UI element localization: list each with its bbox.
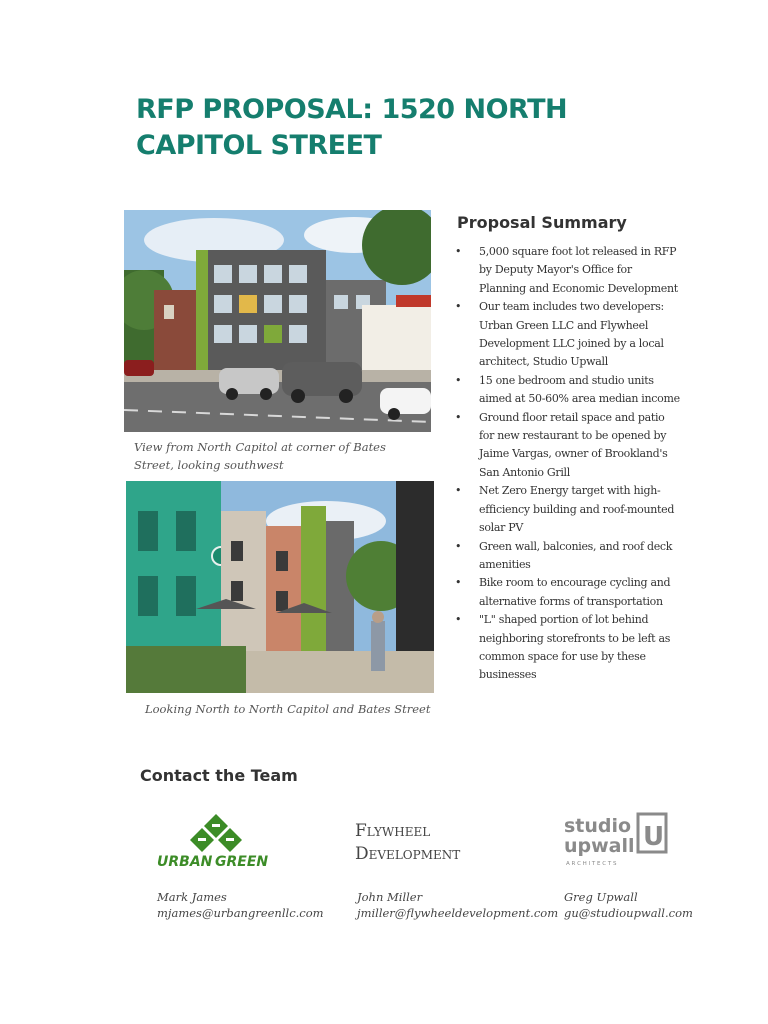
- studio-upwall-logo-mark: [562, 812, 672, 870]
- flywheel-logo-line2: Development: [355, 844, 461, 864]
- contact-name: Greg Upwall: [564, 890, 638, 904]
- urban-green-logo-mark: [155, 812, 275, 872]
- rendering-photo-patio: [126, 481, 434, 693]
- studio-upwall-logo-word1: studio: [564, 815, 632, 837]
- page-title: [136, 92, 576, 164]
- summary-item: • Green wall, balconies, and roof deck amenities: [455, 538, 680, 575]
- summary-item: • Net Zero Energy target with high-efficiency building and roof-mounted solar PV: [455, 482, 680, 537]
- contact-email[interactable]: gu@studioupwall.com: [564, 905, 693, 920]
- street-rendering-image: [124, 210, 431, 432]
- studio-upwall-logo-letter: U: [643, 822, 665, 852]
- contact-email[interactable]: jmiller@flywheeldevelopment.com: [357, 905, 559, 920]
- contact-mark-james: [157, 890, 324, 921]
- studio-upwall-logo: [562, 812, 672, 870]
- flywheel-logo-mark: [352, 818, 502, 868]
- proposal-summary-heading: Proposal Summary: [457, 213, 627, 232]
- title-line-1: RFP PROPOSAL: 1520 NORTH: [136, 94, 568, 125]
- studio-upwall-logo-word2: upwall: [564, 835, 635, 857]
- summary-item: • "L" shaped portion of lot behind neighboring storefronts to be left as common space for use by these businesses: [455, 611, 680, 685]
- summary-item: • 5,000 square foot lot released in RFP by Deputy Mayor's Office for Planning and Economic Development: [455, 243, 680, 298]
- flywheel-development-logo: [352, 818, 502, 868]
- contact-email[interactable]: mjames@urbangreenllc.com: [157, 905, 324, 920]
- summary-item: • 15 one bedroom and studio units aimed at 50-60% area median income: [455, 372, 680, 409]
- contact-john-miller: [357, 890, 558, 921]
- contact-name: Mark James: [157, 890, 227, 904]
- urban-green-logo: [155, 812, 275, 872]
- contact-heading: Contact the Team: [140, 766, 298, 785]
- summary-item: • Ground floor retail space and patio for new restaurant to be opened by Jaime Vargas, owner of Brookland's San Antonio Grill: [455, 409, 680, 483]
- studio-upwall-logo-sub: A R C H I T E C T S: [566, 861, 617, 867]
- rendering-photo-street: [124, 210, 431, 432]
- proposal-summary-list: [455, 243, 680, 685]
- flywheel-logo-line1: Flywheel: [355, 821, 431, 841]
- urban-green-logo-word1: URBAN: [157, 854, 213, 870]
- urban-green-logo-word2: GREEN: [215, 854, 269, 870]
- photo-caption-1: View from North Capitol at corner of Bates Street, looking southwest: [134, 440, 386, 472]
- title-line-2: CAPITOL STREET: [136, 130, 382, 161]
- summary-item: • Our team includes two developers: Urban Green LLC and Flywheel Development LLC joined by a local architect, Studio Upwall: [455, 298, 680, 372]
- contact-name: John Miller: [357, 890, 423, 904]
- summary-item: • Bike room to encourage cycling and alternative forms of transportation: [455, 574, 680, 611]
- patio-rendering-image: [126, 481, 434, 693]
- photo-caption-2: Looking North to North Capitol and Bates Street: [145, 702, 431, 716]
- contact-greg-upwall: [564, 890, 693, 921]
